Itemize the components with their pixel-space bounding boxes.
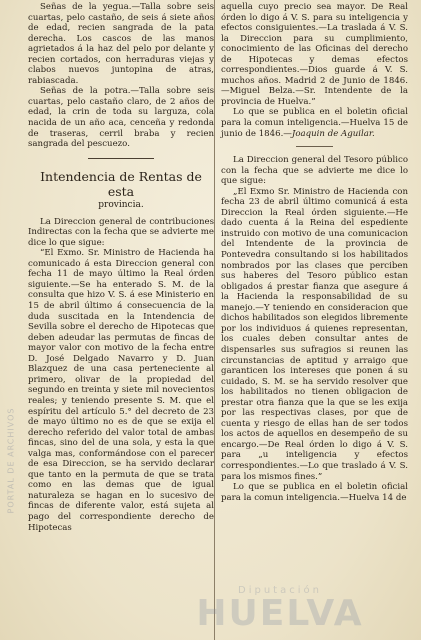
signature: Joaquin de Aguilar. [291, 128, 375, 139]
section-subheading: provincia. [98, 199, 144, 210]
section-heading: Intendencia de Rentas de esta [40, 168, 202, 199]
treasury-intro-paragraph: La Direccion general del Tesoro público con la fecha que se advierte me dice lo que sigue: [221, 155, 408, 187]
column-divider [214, 0, 215, 640]
archive-watermark-logo: Diputación HUELVA [196, 585, 364, 634]
archive-watermark-side: PORTAL DE ARCHIVOS [6, 407, 16, 513]
royal-order-paragraph: “El Exmo. Sr. Ministro de Hacienda ha comunicado á esta Direccion general con fecha 11 de mayo último la Real órden siguiente.—Se ha enterado S. M. de la consulta que hizo V. S. á ese Ministerio en 15 de abril último á consecuencia de la duda suscitada en la Intendencia de Sevilla sobre el derecho de Hipotecas que deben adeudar las permutas de fincas de mayor valor con motivo de la fecha entre D. José Delgado Navarro y D. Juan Blazquez de una casa perteneciente al primero, olivar de la propiedad del segundo en treinta y siete mil novecientos reales; y teniendo presente S. M. que el espíritu del artículo 5.° del decreto de 23 de mayo último no es de que se exija el derecho referido del valor total de ambas fincas, sino del de una sola, y esta la que valga mas, conformándose con el parecer de esa Direccion, se ha servido declarar que tanto en la permuta de que se trata como en las demas que de igual naturaleza se hagan en lo sucesivo de fincas de diferente valor, está sujeta al pago del correspondiente derecho de Hipotecas [28, 248, 214, 533]
continuation-paragraph: aquella cuyo precio sea mayor. De Real órden lo digo á V. S. para su inteligencia y efectos consiguientes.—La traslada á V. S. la Direccion para su cumplimiento, conocimiento de las Oficinas del derecho de Hipotecas y demas efectos correspondientes.—Dios guarde á V. S. muchos años. Madrid 2 de Junio de 1846.—Miguel Belza.—Sr. Intendente de la provincia de Huelva.” [221, 2, 408, 107]
intro-paragraph: La Direccion general de contribuciones Indirectas con la fecha que se advierte me dice lo que sigue: [28, 216, 214, 248]
filly-description: Señas de la potra.—Talla sobre seis cuartas, pelo castaño claro, de 2 años de edad, la crin de toda su larguza, cola nacida de un año aca, cenceña y redonda de traseras, cerril braba y recien sangrada del pescuezo. [28, 86, 214, 150]
closing-notice: Lo que se publica en el boletin oficial para la comun inteligencia.—Huelva 14 de [221, 482, 408, 503]
section-divider [88, 158, 154, 159]
treasury-order-paragraph: „El Exmo Sr. Ministro de Hacienda con fecha 23 de abril último comunicá á esta Direccion la Real órden siguiente.—He dado cuenta á la Reina del espediente instruido con motivo de una comunicacion del Intendente de la provincia de Pontevedra consultando si los habilitados nombrados por las clases que perciben sus haberes del Tesoro público estan obligados á prestar fianza que asegure á la Hacienda la responsabilidad de su manejo.—Y teniendo en consideracion que dichos habilitados son elegidos libremente por los individuos á quienes representan, los cuales deben consultar antes de dispensarles sus sufragios si reunen las circunstancias de aptitud y arraigo que garanticen los intereses que ponen á su cuidado, S. M. se ha servido resolver que los habilitados no tienen obligacion de prestar otra fianza que la que se les exija por las respectivas clases, por que de cuenta y riesgo de ellas han de ser todos los actos de aquellos en desempeño de su encargo.—De Real órden lo digo á V. S. para „u inteligencia y efectos correspondientes.—Lo que traslado á V. S. para los mismos fines.” [221, 186, 408, 482]
mare-description: Señas de la yegua.—Talla sobre seis cuartas, pelo castaño, de seis á siete años de edad, recien sangrada de la pata derecha. Los cascos de las manos agrietados á la haz del pelo por delante y recien cortados, con herraduras viejas y clabos nuevos juntopina de atras, rabiascada. [28, 2, 214, 86]
publication-notice-text: Lo que se publica en el boletin oficial para la comun inteligencia.—Huelva 15 de junio de 1846.— [221, 107, 408, 139]
publication-notice [221, 107, 408, 139]
article-divider [296, 146, 333, 147]
right-column [221, 2, 408, 503]
left-column [28, 2, 214, 533]
